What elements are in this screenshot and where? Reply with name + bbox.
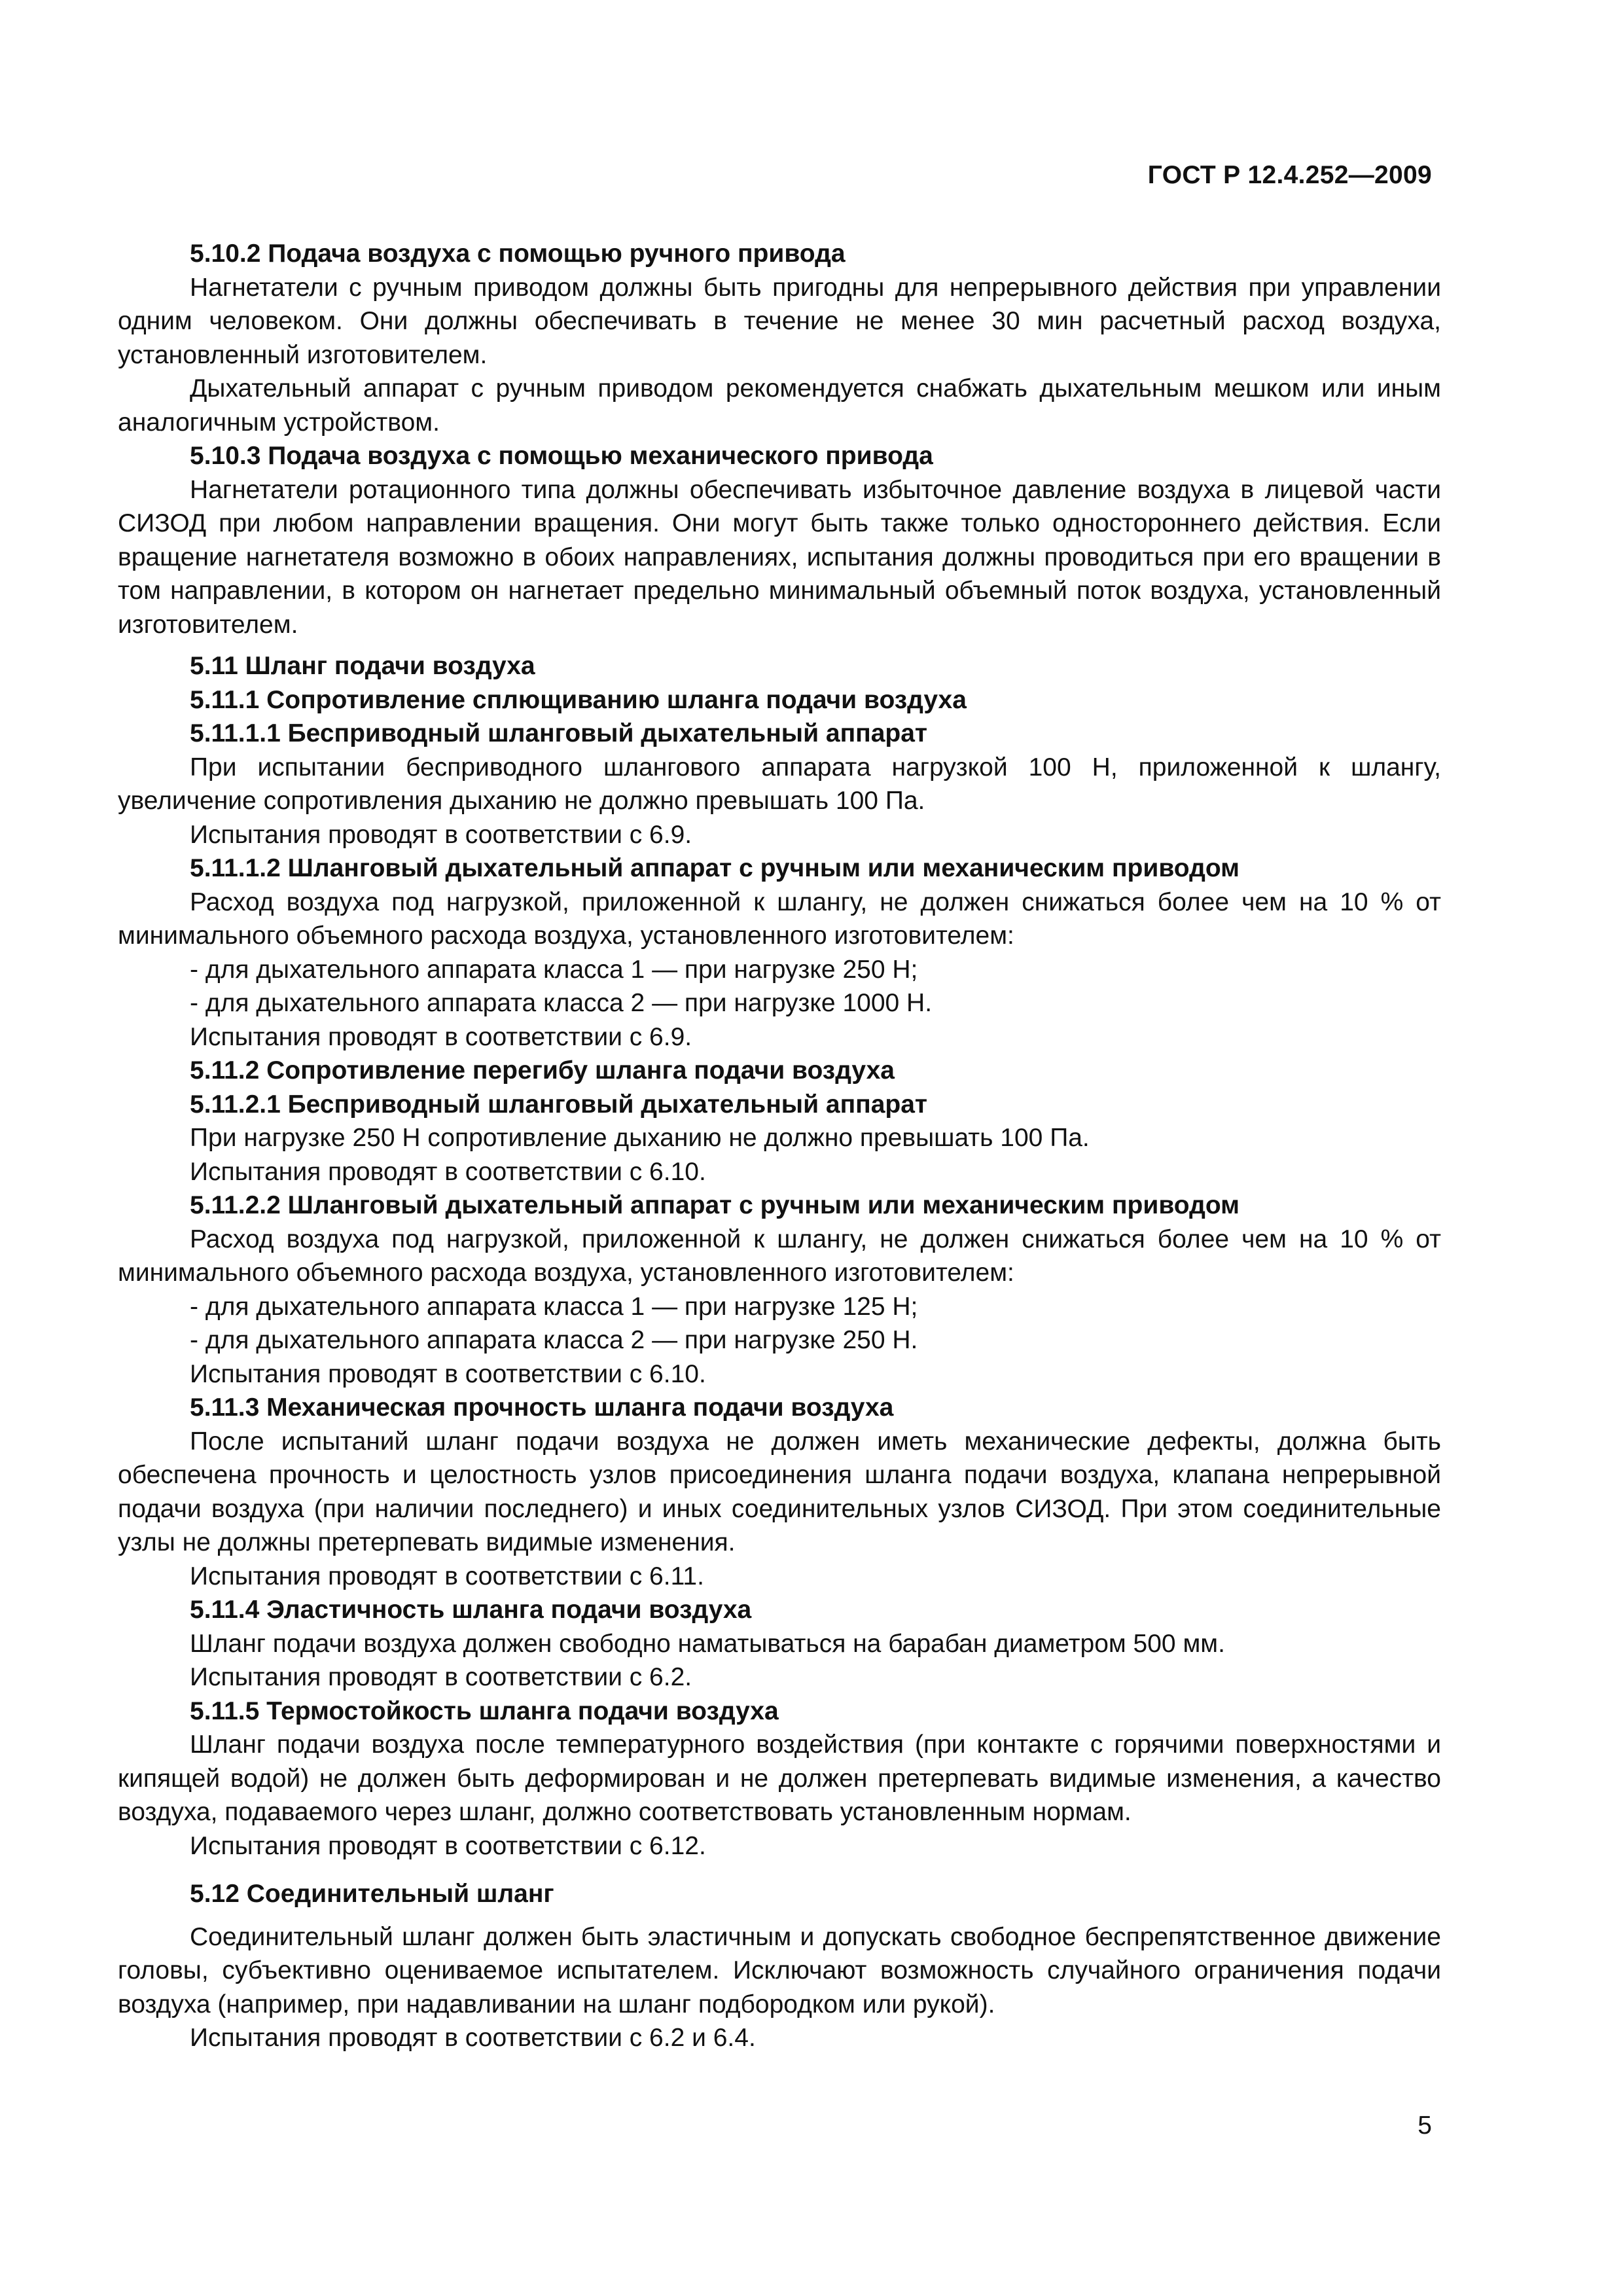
section-heading: 5.11.5 Термостойкость шланга подачи воздуха: [190, 1696, 779, 1725]
paragraph: Испытания проводят в соответствии с 6.10.: [190, 1157, 706, 1186]
section-heading: 5.11.4 Эластичность шланга подачи воздуха: [190, 1596, 752, 1624]
section-heading: 5.12 Соединительный шланг: [190, 1880, 554, 1908]
paragraph: Дыхательный аппарат с ручным приводом рекомендуется снабжать дыхательным мешком или иным аналогичным устройством.: [118, 374, 1441, 437]
paragraph: - для дыхательного аппарата класса 1 — при нагрузке 125 Н;: [190, 1292, 918, 1321]
paragraph: При нагрузке 250 Н сопротивление дыханию не должно превышать 100 Па.: [190, 1124, 1090, 1152]
paragraph: Нагнетатели с ручным приводом должны быть пригодны для непрерывного действия при управлении одним человеком. Они должны обеспечивать в течение не менее 30 мин расчетный расход воздуха, установленный изготовителем.: [118, 273, 1441, 369]
section-heading: 5.10.2 Подача воздуха с помощью ручного привода: [190, 240, 846, 268]
paragraph: Расход воздуха под нагрузкой, приложенной к шлангу, не должен снижаться более чем на 10 % от минимального объемного расхода воздуха, установленного изготовителем:: [118, 888, 1441, 950]
paragraph: Испытания проводят в соответствии с 6.10.: [190, 1359, 706, 1388]
paragraph: При испытании бесприводного шлангового аппарата нагрузкой 100 Н, приложенной к шлангу, увеличение сопротивления дыханию не должно превышать 100 Па.: [118, 753, 1441, 815]
paragraph: - для дыхательного аппарата класса 2 — при нагрузке 250 Н.: [190, 1326, 918, 1354]
paragraph: Расход воздуха под нагрузкой, приложенной к шлангу, не должен снижаться более чем на 10 % от минимального объемного расхода воздуха, установленного изготовителем:: [118, 1225, 1441, 1287]
section-heading: 5.11 Шланг подачи воздуха: [190, 652, 535, 680]
paragraph: После испытаний шланг подачи воздуха не должен иметь механические дефекты, должна быть обеспечена прочность и целостность узлов присоединения шланга подачи воздуха, клапана непрерывной подачи воздуха (при наличии последнего) и иных соединительных узлов СИЗОД. При этом соединительные узлы не должны претерпевать видимые изменения.: [118, 1427, 1441, 1556]
section-heading: 5.11.3 Механическая прочность шланга подачи воздуха: [190, 1393, 894, 1422]
section-heading: 5.11.1.1 Бесприводный шланговый дыхательный аппарат: [190, 719, 928, 747]
paragraph: Испытания проводят в соответствии с 6.2 и 6.4.: [190, 2024, 756, 2052]
paragraph: Испытания проводят в соответствии с 6.2.: [190, 1663, 692, 1691]
section-heading: 5.11.2 Сопротивление перегибу шланга подачи воздуха: [190, 1056, 895, 1085]
document-body: [118, 237, 1441, 2055]
section-heading: 5.11.1 Сопротивление сплющиванию шланга подачи воздуха: [190, 685, 967, 714]
section-heading: 5.10.3 Подача воздуха с помощью механического привода: [190, 442, 933, 470]
section-heading: 5.11.2.1 Бесприводный шланговый дыхательный аппарат: [190, 1090, 928, 1119]
section-heading: 5.11.1.2 Шланговый дыхательный аппарат с ручным или механическим приводом: [190, 854, 1240, 882]
section-heading: 5.11.2.2 Шланговый дыхательный аппарат с ручным или механическим приводом: [190, 1191, 1240, 1219]
paragraph: Испытания проводят в соответствии с 6.12.: [190, 1831, 706, 1860]
paragraph: - для дыхательного аппарата класса 2 — при нагрузке 1000 Н.: [190, 989, 933, 1017]
paragraph: Соединительный шланг должен быть эластичным и допускать свободное беспрепятственное движение головы, субъективно оцениваемое испытателем. Исключают возможность случайного ограничения подачи воздуха (например, при надавливании на шланг подбородком или рукой).: [118, 1922, 1441, 2018]
paragraph: Испытания проводят в соответствии с 6.9.: [190, 820, 692, 849]
paragraph: - для дыхательного аппарата класса 1 — при нагрузке 250 Н;: [190, 955, 918, 984]
paragraph: Шланг подачи воздуха после температурного воздействия (при контакте с горячими поверхностями и кипящей водой) не должен быть деформирован и не должен претерпевать видимые изменения, а качество воздуха, подаваемого через шланг, должно соответствовать установленным нормам.: [118, 1731, 1441, 1826]
page-number: 5: [1418, 2111, 1432, 2140]
paragraph: Шланг подачи воздуха должен свободно наматываться на барабан диаметром 500 мм.: [190, 1629, 1225, 1658]
standard-code-header: ГОСТ Р 12.4.252—2009: [1147, 161, 1432, 189]
paragraph: Испытания проводят в соответствии с 6.9.: [190, 1022, 692, 1051]
paragraph: Нагнетатели ротационного типа должны обеспечивать избыточное давление воздуха в лицевой части СИЗОД при любом направлении вращения. Они могут быть также только одностороннего действия. Если вращение нагнетателя возможно в обоих направлениях, испытания должны проводиться при его вращении в том направлении, в котором он нагнетает предельно минимальный объемный поток воздуха, установленный изготовителем.: [118, 475, 1441, 639]
paragraph: Испытания проводят в соответствии с 6.11.: [190, 1562, 704, 1590]
